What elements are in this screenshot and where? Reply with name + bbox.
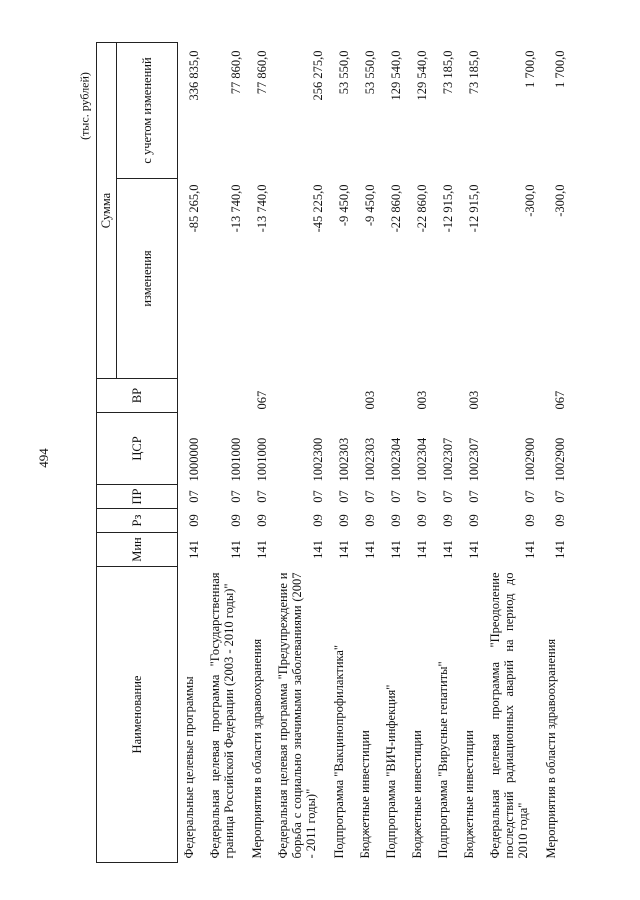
row-csr: 1002307 xyxy=(466,437,481,482)
row-rz: 09 xyxy=(414,514,429,527)
row-csr: 1002307 xyxy=(440,437,455,482)
row-vr: 003 xyxy=(414,390,429,410)
row-rz: 09 xyxy=(440,514,455,527)
row-name: Федеральная целевая программа "Предупреждение и борьба с социально значимыми заболеваниями (2007 - 2011 годы)" xyxy=(275,572,318,859)
row-min: 141 xyxy=(310,540,325,559)
header-vr: ВР xyxy=(97,379,178,413)
row-pr: 07 xyxy=(310,490,325,503)
row-csr: 1002303 xyxy=(336,437,351,482)
row-csr: 1002303 xyxy=(362,437,377,482)
row-total: 1 700,0 xyxy=(552,50,567,88)
row-total: 73 185,0 xyxy=(440,50,455,95)
row-pr: 07 xyxy=(552,490,567,503)
row-pr: 07 xyxy=(254,490,269,503)
row-min: 141 xyxy=(336,540,351,559)
row-pr: 07 xyxy=(228,490,243,503)
row-vr: 067 xyxy=(552,390,567,410)
row-vr xyxy=(432,379,458,413)
row-name: Федеральная целевая программа "Преодоление последствий радиационных аварий на период до 2010 года" xyxy=(487,572,530,859)
row-pr: 07 xyxy=(362,490,377,503)
row-rz: 09 xyxy=(466,514,481,527)
row-pr: 07 xyxy=(186,490,201,503)
row-rz: 09 xyxy=(310,514,325,527)
row-change: -300,0 xyxy=(552,184,567,217)
row-change: -9 450,0 xyxy=(336,184,351,227)
row-min: 141 xyxy=(522,540,537,559)
row-pr: 07 xyxy=(336,490,351,503)
row-change: -300,0 xyxy=(522,184,537,217)
table-row xyxy=(354,43,380,863)
row-csr: 1001000 xyxy=(254,437,269,482)
row-name: Мероприятия в области здравоохранения xyxy=(543,638,558,859)
row-csr: 1002900 xyxy=(552,437,567,482)
row-min: 141 xyxy=(362,540,377,559)
row-csr: 1002300 xyxy=(310,437,325,482)
row-rz: 09 xyxy=(552,514,567,527)
row-change: -22 860,0 xyxy=(414,184,429,233)
row-total: 77 860,0 xyxy=(228,50,243,95)
row-rz: 09 xyxy=(336,514,351,527)
row-rz: 09 xyxy=(362,514,377,527)
row-pr: 07 xyxy=(440,490,455,503)
row-rz: 09 xyxy=(228,514,243,527)
row-min: 141 xyxy=(388,540,403,559)
budget-table xyxy=(96,42,570,863)
row-min: 141 xyxy=(440,540,455,559)
row-change: -45 225,0 xyxy=(310,184,325,233)
row-change: -13 740,0 xyxy=(254,184,269,233)
row-pr: 07 xyxy=(388,490,403,503)
rotated-page xyxy=(94,0,567,900)
row-name: Федеральная целевая программа "Государственная граница Российской Федерации (2003 - 2010 годы)" xyxy=(207,572,236,859)
table-row xyxy=(380,43,406,863)
table-row xyxy=(432,43,458,863)
row-total: 77 860,0 xyxy=(254,50,269,95)
row-vr xyxy=(484,379,540,413)
row-min: 141 xyxy=(254,540,269,559)
header-name: Наименование xyxy=(97,567,178,863)
row-vr xyxy=(328,379,354,413)
row-change: -12 915,0 xyxy=(466,184,481,233)
row-name: Подпрограмма "ВИЧ-инфекция" xyxy=(383,684,398,859)
row-rz: 09 xyxy=(522,514,537,527)
table-row xyxy=(406,43,432,863)
row-rz: 09 xyxy=(388,514,403,527)
table-row xyxy=(484,43,540,863)
table-row xyxy=(272,43,328,863)
row-total: 336 835,0 xyxy=(186,50,201,101)
row-pr: 07 xyxy=(522,490,537,503)
row-csr: 1002304 xyxy=(388,437,403,482)
row-total: 73 185,0 xyxy=(466,50,481,95)
row-vr xyxy=(380,379,406,413)
row-vr xyxy=(272,379,328,413)
table-row xyxy=(204,43,246,863)
table-row xyxy=(540,43,570,863)
row-name: Мероприятия в области здравоохранения xyxy=(249,638,264,859)
row-change: -22 860,0 xyxy=(388,184,403,233)
row-name: Подпрограмма "Вакцинопрофилактика" xyxy=(331,644,346,859)
row-rz: 09 xyxy=(186,514,201,527)
row-total: 256 275,0 xyxy=(310,50,325,101)
row-name: Бюджетные инвестиции xyxy=(357,730,372,859)
row-pr: 07 xyxy=(466,490,481,503)
row-vr: 003 xyxy=(466,390,481,410)
row-min: 141 xyxy=(552,540,567,559)
row-min: 141 xyxy=(466,540,481,559)
row-total: 1 700,0 xyxy=(522,50,537,88)
row-name: Бюджетные инвестиции xyxy=(409,730,424,859)
row-csr: 1002900 xyxy=(522,437,537,482)
row-pr: 07 xyxy=(414,490,429,503)
row-csr: 1000000 xyxy=(186,437,201,482)
header-change: изменения xyxy=(117,179,178,379)
row-change: -9 450,0 xyxy=(362,184,377,227)
row-csr: 1001000 xyxy=(228,437,243,482)
table-row xyxy=(178,43,204,863)
row-change: -85 265,0 xyxy=(186,184,201,233)
row-name: Бюджетные инвестиции xyxy=(461,730,476,859)
table-row xyxy=(328,43,354,863)
header-pr: ПР xyxy=(97,485,178,509)
row-rz: 09 xyxy=(254,514,269,527)
row-min: 141 xyxy=(186,540,201,559)
header-sum: Сумма xyxy=(97,43,117,379)
row-vr: 003 xyxy=(362,390,377,410)
row-vr: 067 xyxy=(254,390,269,410)
table-row xyxy=(458,43,484,863)
header-with-change: с учетом изменений xyxy=(117,43,178,179)
row-vr xyxy=(204,379,246,413)
row-min: 141 xyxy=(228,540,243,559)
row-change: -13 740,0 xyxy=(228,184,243,233)
row-min: 141 xyxy=(414,540,429,559)
row-vr xyxy=(178,379,204,413)
row-csr: 1002304 xyxy=(414,437,429,482)
header-min: Мин xyxy=(97,533,178,567)
row-total: 129 540,0 xyxy=(414,50,429,101)
row-change: -12 915,0 xyxy=(440,184,455,233)
row-total: 53 550,0 xyxy=(336,50,351,95)
table-body xyxy=(178,43,570,863)
header-rz: Рз xyxy=(97,509,178,533)
row-name: Подпрограмма "Вирусные гепатиты" xyxy=(435,661,450,859)
header-csr: ЦСР xyxy=(97,413,178,485)
row-total: 129 540,0 xyxy=(388,50,403,101)
row-name: Федеральные целевые программы xyxy=(182,676,196,859)
row-total: 53 550,0 xyxy=(362,50,377,95)
table-row xyxy=(246,43,272,863)
